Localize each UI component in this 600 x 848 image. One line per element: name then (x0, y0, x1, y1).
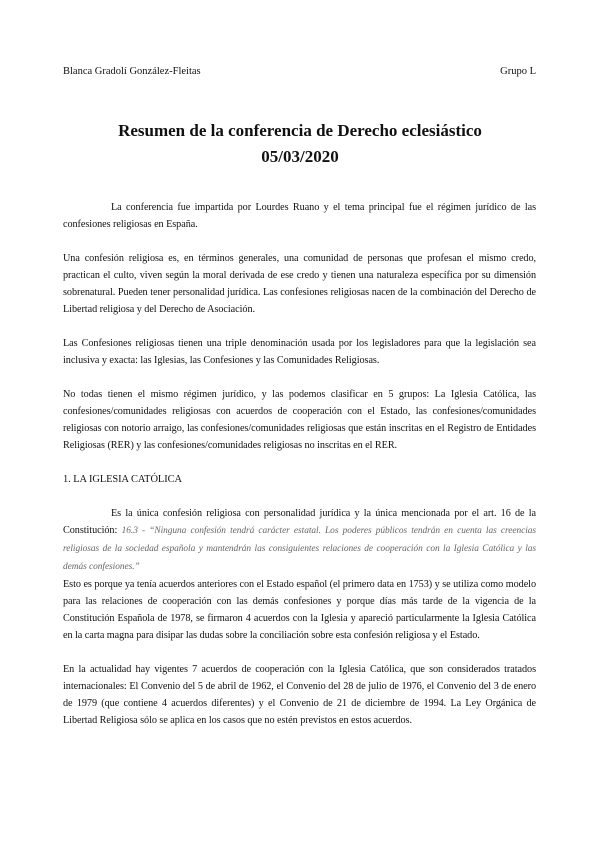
author-name: Blanca Gradolí González-Fleitas (63, 66, 201, 77)
paragraph-constitution (63, 505, 536, 576)
paragraph-agreements-history: Esto es porque ya tenía acuerdos anteriores con el Estado español (el primero data en 1753) y se utiliza como modelo para las relaciones de cooperación con las demás confesiones y porque días más tarde de la vigencia de la Constitución Española de 1978, se firmaron 4 acuerdos con la Iglesia y apareció particularmente la Iglesia Católica en la carta magna para disipar las dudas sobre la conciliación sobre esta confesión religiosa y el Estado. (63, 579, 536, 641)
title-date: 05/03/2020 (261, 147, 339, 166)
paragraph-constitution-text: Es la única confesión religiosa con personalidad jurídica y la única mencionada por el art. 16 de la Constitución: (63, 508, 536, 536)
paragraph-denomination: Las Confesiones religiosas tienen una triple denominación usada por los legisladores para que la legislación sea inclusiva y exacta: las Iglesias, las Confesiones y las Comunidades Religiosas. (63, 338, 536, 366)
document-title (60, 118, 540, 170)
paragraph-intro: La conferencia fue impartida por Lourdes Ruano y el tema principal fue el régimen jurídico de las confesiones religiosas en España. (63, 202, 536, 230)
constitution-quote: 16.3 - “Ninguna confesión tendrá carácter estatal. Los poderes públicos tendrán en cuenta las creencias religiosas de la sociedad española y mantendrán las consiguientes relaciones de cooperación con la Iglesia Católica y las demás confesiones.” (63, 526, 536, 572)
group-label: Grupo L (500, 66, 536, 77)
section-heading: 1. LA IGLESIA CATÓLICA (63, 474, 182, 485)
page-header (63, 66, 536, 77)
paragraph-current-agreements: En la actualidad hay vigentes 7 acuerdos de cooperación con la Iglesia Católica, que son considerados tratados internacionales: El Convenio del 5 de abril de 1962, el Convenio del 28 de julio de 1976, el Convenio del 3 de enero de 1979 (que contiene 4 acuerdos diferentes) y el Convenio de 21 de diciembre de 1994. La Ley Orgánica de Libertad Religiosa sólo se aplica en los casos que no estén previstos en estos acuerdos. (63, 664, 536, 726)
title-line: Resumen de la conferencia de Derecho eclesiástico (118, 121, 482, 140)
paragraph-classification: No todas tienen el mismo régimen jurídico, y las podemos clasificar en 5 grupos: La Iglesia Católica, las confesiones/comunidades religiosas con acuerdos de cooperación con el Estado, las confesiones/comunidades religiosas con notorio arraigo, las confesiones/comunidades religiosas que están inscritas en el Registro de Entidades Religiosas (RER) y las confesiones/comunidades religiosas no inscritas en el RER. (63, 389, 536, 451)
paragraph-definition: Una confesión religiosa es, en términos generales, una comunidad de personas que profesan el mismo credo, practican el culto, viven según la moral derivada de ese credo y tienen una naturaleza específica por su dimensión sobrenatural. Pueden tener personalidad jurídica. Las confesiones religiosas nacen de la combinación del Derecho de Libertad religiosa y del Derecho de Asociación. (63, 253, 536, 315)
document-body (63, 199, 536, 746)
